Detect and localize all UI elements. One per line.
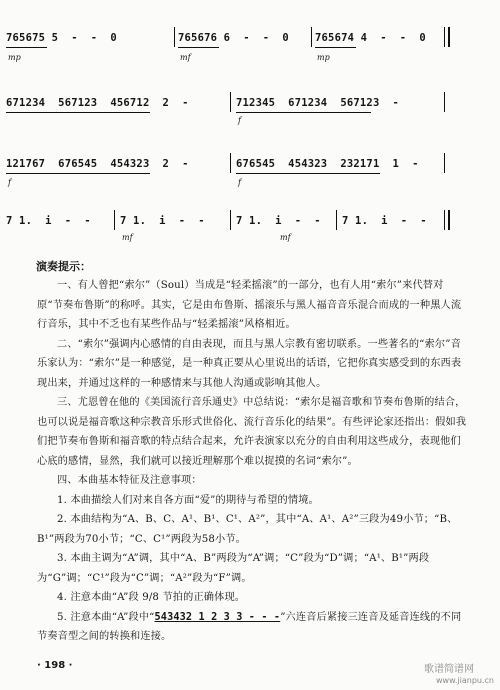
page-number: · 198 · <box>37 660 73 671</box>
dynamic-mark: mp <box>8 53 21 62</box>
list-item-3: 3. 本曲主调为“A”调，其中“A、B”两段为“A”调；“C”段为“D”调；“A¹、B¹”两段为“G”调；“C¹”段为“C”调；“A²”段为“F”调。 <box>37 553 430 584</box>
beam-line <box>6 47 47 48</box>
dynamic-mark: mf <box>122 233 133 242</box>
paragraph-4: 四、本曲基本特征及注意事项： <box>57 475 202 486</box>
notation-row-3-m1: 121767 676545 454323 2 - <box>6 158 189 170</box>
beam-line <box>236 173 380 174</box>
dynamic-mark: f <box>8 178 11 187</box>
notation-row-1-m2: 765676 6 - - 0 <box>178 32 289 44</box>
dynamic-mark: f <box>238 178 241 187</box>
paragraph-1: 一、有人曾把“索尔”（Soul）当成是“轻柔摇滚”的一部分，也有人用“索尔”来代替对原“节奏布鲁斯”的称呼。其实，它是由布鲁斯、摇滚乐与黑人福音音乐混合而成的一种黑人流行音乐，其中不乏也有某些作品与“轻柔摇滚”风格相近。 <box>37 280 462 330</box>
barline <box>230 92 231 112</box>
notation-row-4-m2: 7 1. i - - <box>120 215 205 227</box>
notation-row-1-m1: 765675 5 - - 0 <box>6 32 117 44</box>
body-text <box>37 276 467 647</box>
watermark-url: www.jianpu.cn <box>435 676 494 685</box>
section-heading: 演奏提示： <box>36 260 91 273</box>
beam-line <box>178 47 219 48</box>
barline <box>311 27 312 47</box>
list-item-1: 1. 本曲描绘人们对来自各方面“爱”的期待与希望的情境。 <box>57 494 319 506</box>
list-item-2: 2. 本曲结构为“A、B、C、A¹、B¹、C¹、A²”，其中“A、A¹、A²”三段为49小节；“B、B¹”两段为70小节；“C、C¹”两段为58小节。 <box>37 514 458 545</box>
barline <box>230 153 231 173</box>
barline <box>444 92 445 112</box>
beam-line <box>6 112 150 113</box>
beam-line <box>6 173 150 174</box>
notation-row-4-m4: 7 1. i - - <box>342 215 427 227</box>
list-item-5 <box>37 608 467 647</box>
notation-row-3-m2: 676545 454323 232171 1 - <box>236 158 419 170</box>
barline <box>444 153 445 173</box>
notation-row-2-m1: 671234 567123 456712 2 - <box>6 97 189 109</box>
notation-row-4-m3: 7 1. i - - <box>236 215 321 227</box>
dynamic-mark: f <box>238 116 241 125</box>
notation-row-1-m3: 765674 4 - - 0 <box>315 32 426 44</box>
beam-line <box>236 112 371 113</box>
sheet-music <box>0 0 500 250</box>
dynamic-mark: mf <box>180 53 191 62</box>
list-item-5-suffix: ”六连音后紧接三连音及延音连线的不同节奏音型之间的转换和连接。 <box>37 611 462 642</box>
paragraph-3: 三、尤恩曾在他的《美国流行音乐通史》中总结说：“索尔是福音歌和节奏布鲁斯的结合，也可以说是福音歌这种宗教音乐形式世俗化、流行音乐化的结果”。有些评论家还指出：假如我们把节奏布鲁斯和福音歌的特点结合起来，允许表演家以充分的自由利用这些成分，表现他们心底的感情，显然，我们就可以接近理解那个难以捉摸的名词“索尔”。 <box>37 397 467 467</box>
barline <box>230 210 231 230</box>
notation-row-2-m2: 712345 671234 567123 - <box>236 97 400 109</box>
list-item-5-prefix: 5. 注意本曲“A”段中“ <box>57 611 155 623</box>
paragraph-2: 二、“索尔”强调内心感情的自由表现，而且与黑人宗教有密切联系。一些著名的“索尔”音乐家认为：“索尔”是一种感觉，是一种真正要从心里说出的话语，它把你真实感受到的东西表现出来，并通过这样的一种感情来与其他人沟通或影响其他人。 <box>37 338 462 389</box>
double-barline <box>444 27 450 47</box>
watermark-title: 歌谱简谱网 <box>424 664 474 675</box>
dynamic-mark: mp <box>317 53 330 62</box>
beam-line <box>315 47 356 48</box>
list-item-4: 4. 注意本曲“A”段 9/8 节拍的正确体现。 <box>57 592 246 603</box>
dynamic-mark: mf <box>280 233 291 242</box>
barline <box>174 27 175 47</box>
barline <box>336 210 337 230</box>
double-barline <box>444 210 450 230</box>
barline <box>114 210 115 230</box>
inline-notation: 543432 1 2 3 3 - - - <box>154 611 281 623</box>
notation-row-4-m1: 7 1. i - - <box>6 215 91 227</box>
